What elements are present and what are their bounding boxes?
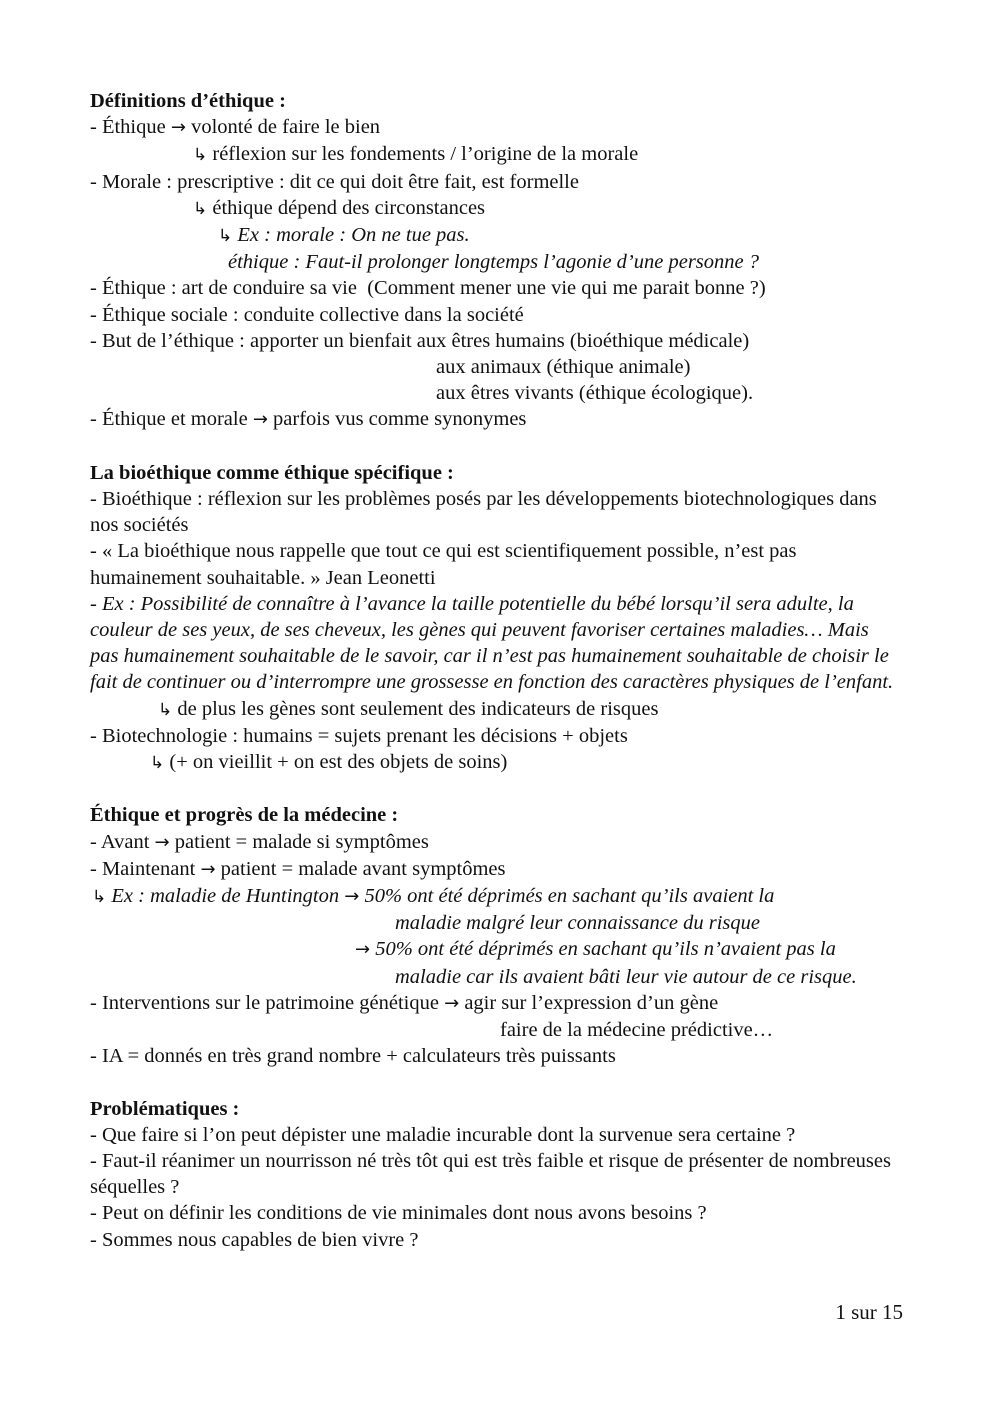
text-line: - Éthique sociale : conduite collective dans la société	[90, 303, 524, 326]
text-line: aux êtres vivants (éthique écologique).	[436, 382, 754, 405]
text-line: ↳ Ex : morale : On ne tue pas.	[218, 224, 470, 247]
hook-arrow-icon: ↳	[218, 226, 233, 247]
text-line: - Éthique : art de conduire sa vie (Comment mener une vie qui me parait bonne ?)	[90, 277, 766, 300]
text-line: maladie malgré leur connaissance du risque	[395, 912, 760, 935]
text-line: - Sommes nous capables de bien vivre ?	[90, 1228, 419, 1251]
right-arrow-icon: →	[444, 992, 460, 1014]
text-line: - Éthique et morale → parfois vus comme synonymes	[90, 408, 527, 431]
text-line: ↳ (+ on vieillit + on est des objets de soins)	[150, 751, 508, 774]
document-body	[90, 88, 900, 1253]
hook-arrow-icon: ↳	[193, 198, 208, 219]
section-gap	[90, 434, 900, 460]
text-line: - But de l’éthique : apporter un bienfait aux êtres humains (bioéthique médicale)	[90, 329, 750, 352]
right-arrow-icon: →	[154, 831, 170, 853]
page-footer: 1 sur 15	[835, 1300, 903, 1324]
section-gap	[90, 776, 900, 802]
hook-arrow-icon: ↳	[150, 753, 165, 774]
hook-arrow-icon: ↳	[158, 699, 173, 720]
hook-arrow-icon: ↳	[92, 887, 107, 908]
text-line: - Maintenant → patient = malade avant symptômes	[90, 857, 506, 880]
text-line: - Avant → patient = malade si symptômes	[90, 830, 429, 853]
text-line: - Bioéthique : réflexion sur les problèmes posés par les développements biotechnologiques dans nos sociétés	[90, 488, 882, 537]
section-heading-bioethique-ethique-specifique: La bioéthique comme éthique spécifique :	[90, 461, 454, 484]
section-heading-ethique-progres-medecine: Éthique et progrès de la médecine :	[90, 804, 399, 827]
right-arrow-icon: →	[252, 409, 268, 431]
text-line: éthique : Faut-il prolonger longtemps l’agonie d’une personne ?	[228, 251, 760, 274]
text-line: ↳ de plus les gènes sont seulement des indicateurs de risques	[158, 697, 659, 720]
section-heading-definitions-ethique: Définitions d’éthique :	[90, 90, 286, 112]
text-line: faire de la médecine prédictive…	[500, 1019, 774, 1042]
text-line: - Éthique → volonté de faire le bien	[90, 116, 381, 139]
text-line: - Faut-il réanimer un nourrisson né très tôt qui est très faible et risque de présenter de nombreuses séquelles ?	[90, 1150, 897, 1199]
right-arrow-icon: →	[355, 939, 371, 961]
text-line: → 50% ont été déprimés en sachant qu’ils n’avaient pas la	[355, 938, 836, 961]
right-arrow-icon: →	[170, 117, 186, 139]
section-heading-problematiques: Problématiques :	[90, 1097, 240, 1120]
text-line: - Interventions sur le patrimoine génétique → agir sur l’expression d’un gène	[90, 991, 719, 1014]
text-line: ↳ éthique dépend des circonstances	[193, 196, 486, 219]
text-line: - Biotechnologie : humains = sujets prenant les décisions + objets	[90, 724, 628, 747]
text-line: - Que faire si l’on peut dépister une maladie incurable dont la survenue sera certaine ?	[90, 1123, 796, 1146]
text-line: - Morale : prescriptive : dit ce qui doit être fait, est formelle	[90, 170, 579, 193]
right-arrow-icon: →	[200, 858, 216, 880]
right-arrow-icon: →	[344, 886, 360, 908]
text-line: - Ex : Possibilité de connaître à l’avance la taille potentielle du bébé lorsqu’il sera adulte, la couleur de ses yeux, de ses cheveux, les gènes qui peuvent favoriser certaines maladies… Mais pas humainement souhaitable de le savoir, car il n’est pas humainement souhaitable de choisir le fait de continuer ou d’interrompre une grossesse en fonction des caractères physiques de l’enfant.	[90, 592, 894, 694]
hook-arrow-icon: ↳	[193, 145, 208, 166]
text-line: ↳ Ex : maladie de Huntington → 50% ont été déprimés en sachant qu’ils avaient la	[92, 885, 775, 908]
text-line: aux animaux (éthique animale)	[436, 356, 691, 379]
text-line: ↳ réflexion sur les fondements / l’origine de la morale	[193, 143, 639, 166]
text-line: - Peut on définir les conditions de vie minimales dont nous avons besoins ?	[90, 1202, 707, 1225]
text-line: maladie car ils avaient bâti leur vie autour de ce risque.	[395, 965, 857, 988]
text-line: - IA = donnés en très grand nombre + calculateurs très puissants	[90, 1045, 616, 1068]
section-gap	[90, 1069, 900, 1095]
text-line: - « La bioéthique nous rappelle que tout ce qui est scientifiquement possible, n’est pas humainement souhaitable. » Jean Leonetti	[90, 540, 802, 589]
